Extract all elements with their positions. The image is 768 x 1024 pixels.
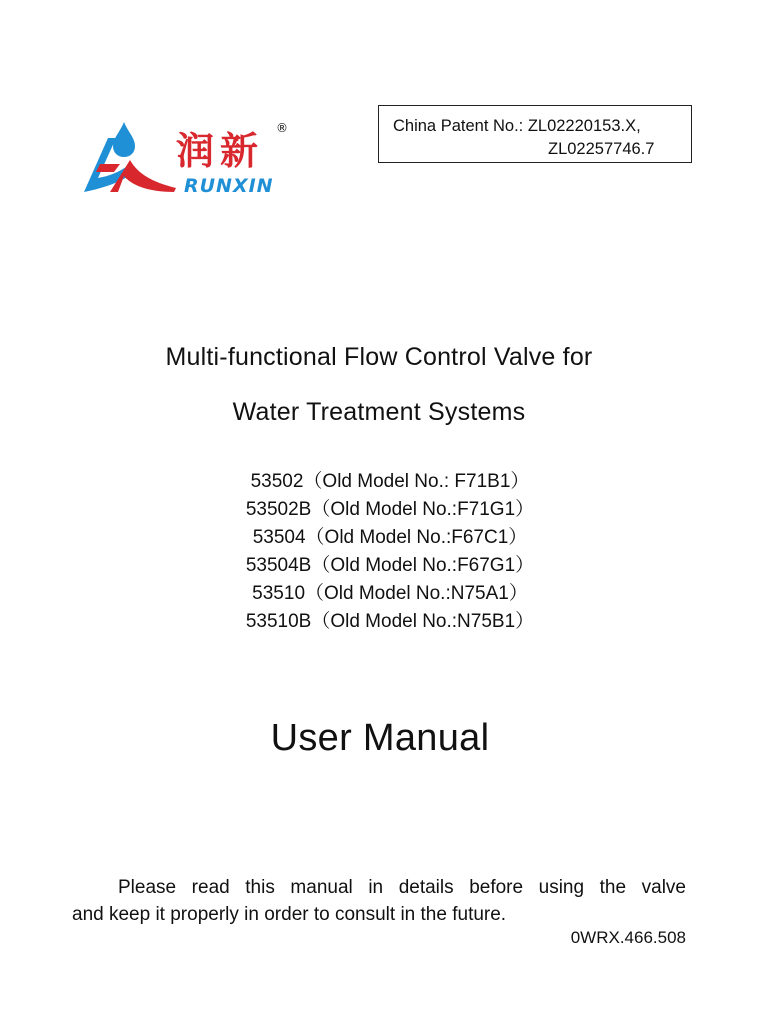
patent-box xyxy=(378,105,692,163)
model-row: 53510B（Old Model No.:N75B1） xyxy=(245,611,535,632)
model-row: 53510（Old Model No.:N75A1） xyxy=(252,583,528,604)
model-row: 53504B（Old Model No.:F67G1） xyxy=(245,555,535,576)
document-code: 0WRX.466.508 xyxy=(570,928,686,947)
runxin-logo-mark xyxy=(80,116,295,200)
document-title-line-2: Water Treatment Systems xyxy=(232,398,526,426)
model-list xyxy=(0,468,768,636)
registered-mark: ® xyxy=(276,121,288,135)
document-title-line-1: Multi-functional Flow Control Valve for xyxy=(165,343,593,371)
patent-number-1: China Patent No.: ZL02220153.X, xyxy=(393,117,641,135)
reading-notice xyxy=(72,874,686,928)
reading-notice-line-2: and keep it properly in order to consult in the future. xyxy=(72,904,507,925)
model-row: 53502B（Old Model No.:F71G1） xyxy=(245,499,535,520)
model-row: 53504（Old Model No.:F67C1） xyxy=(252,527,528,548)
reading-notice-line-1: Please read this manual in details before using the valve xyxy=(118,877,686,898)
model-row: 53502（Old Model No.: F71B1） xyxy=(250,471,530,492)
runxin-logo xyxy=(80,116,295,200)
patent-number-2: ZL02257746.7 xyxy=(548,140,655,158)
user-manual-heading: User Manual xyxy=(270,717,490,759)
logo-brand-name: RUNXIN xyxy=(184,175,274,197)
logo-chinese-name: 润新 xyxy=(176,129,265,173)
